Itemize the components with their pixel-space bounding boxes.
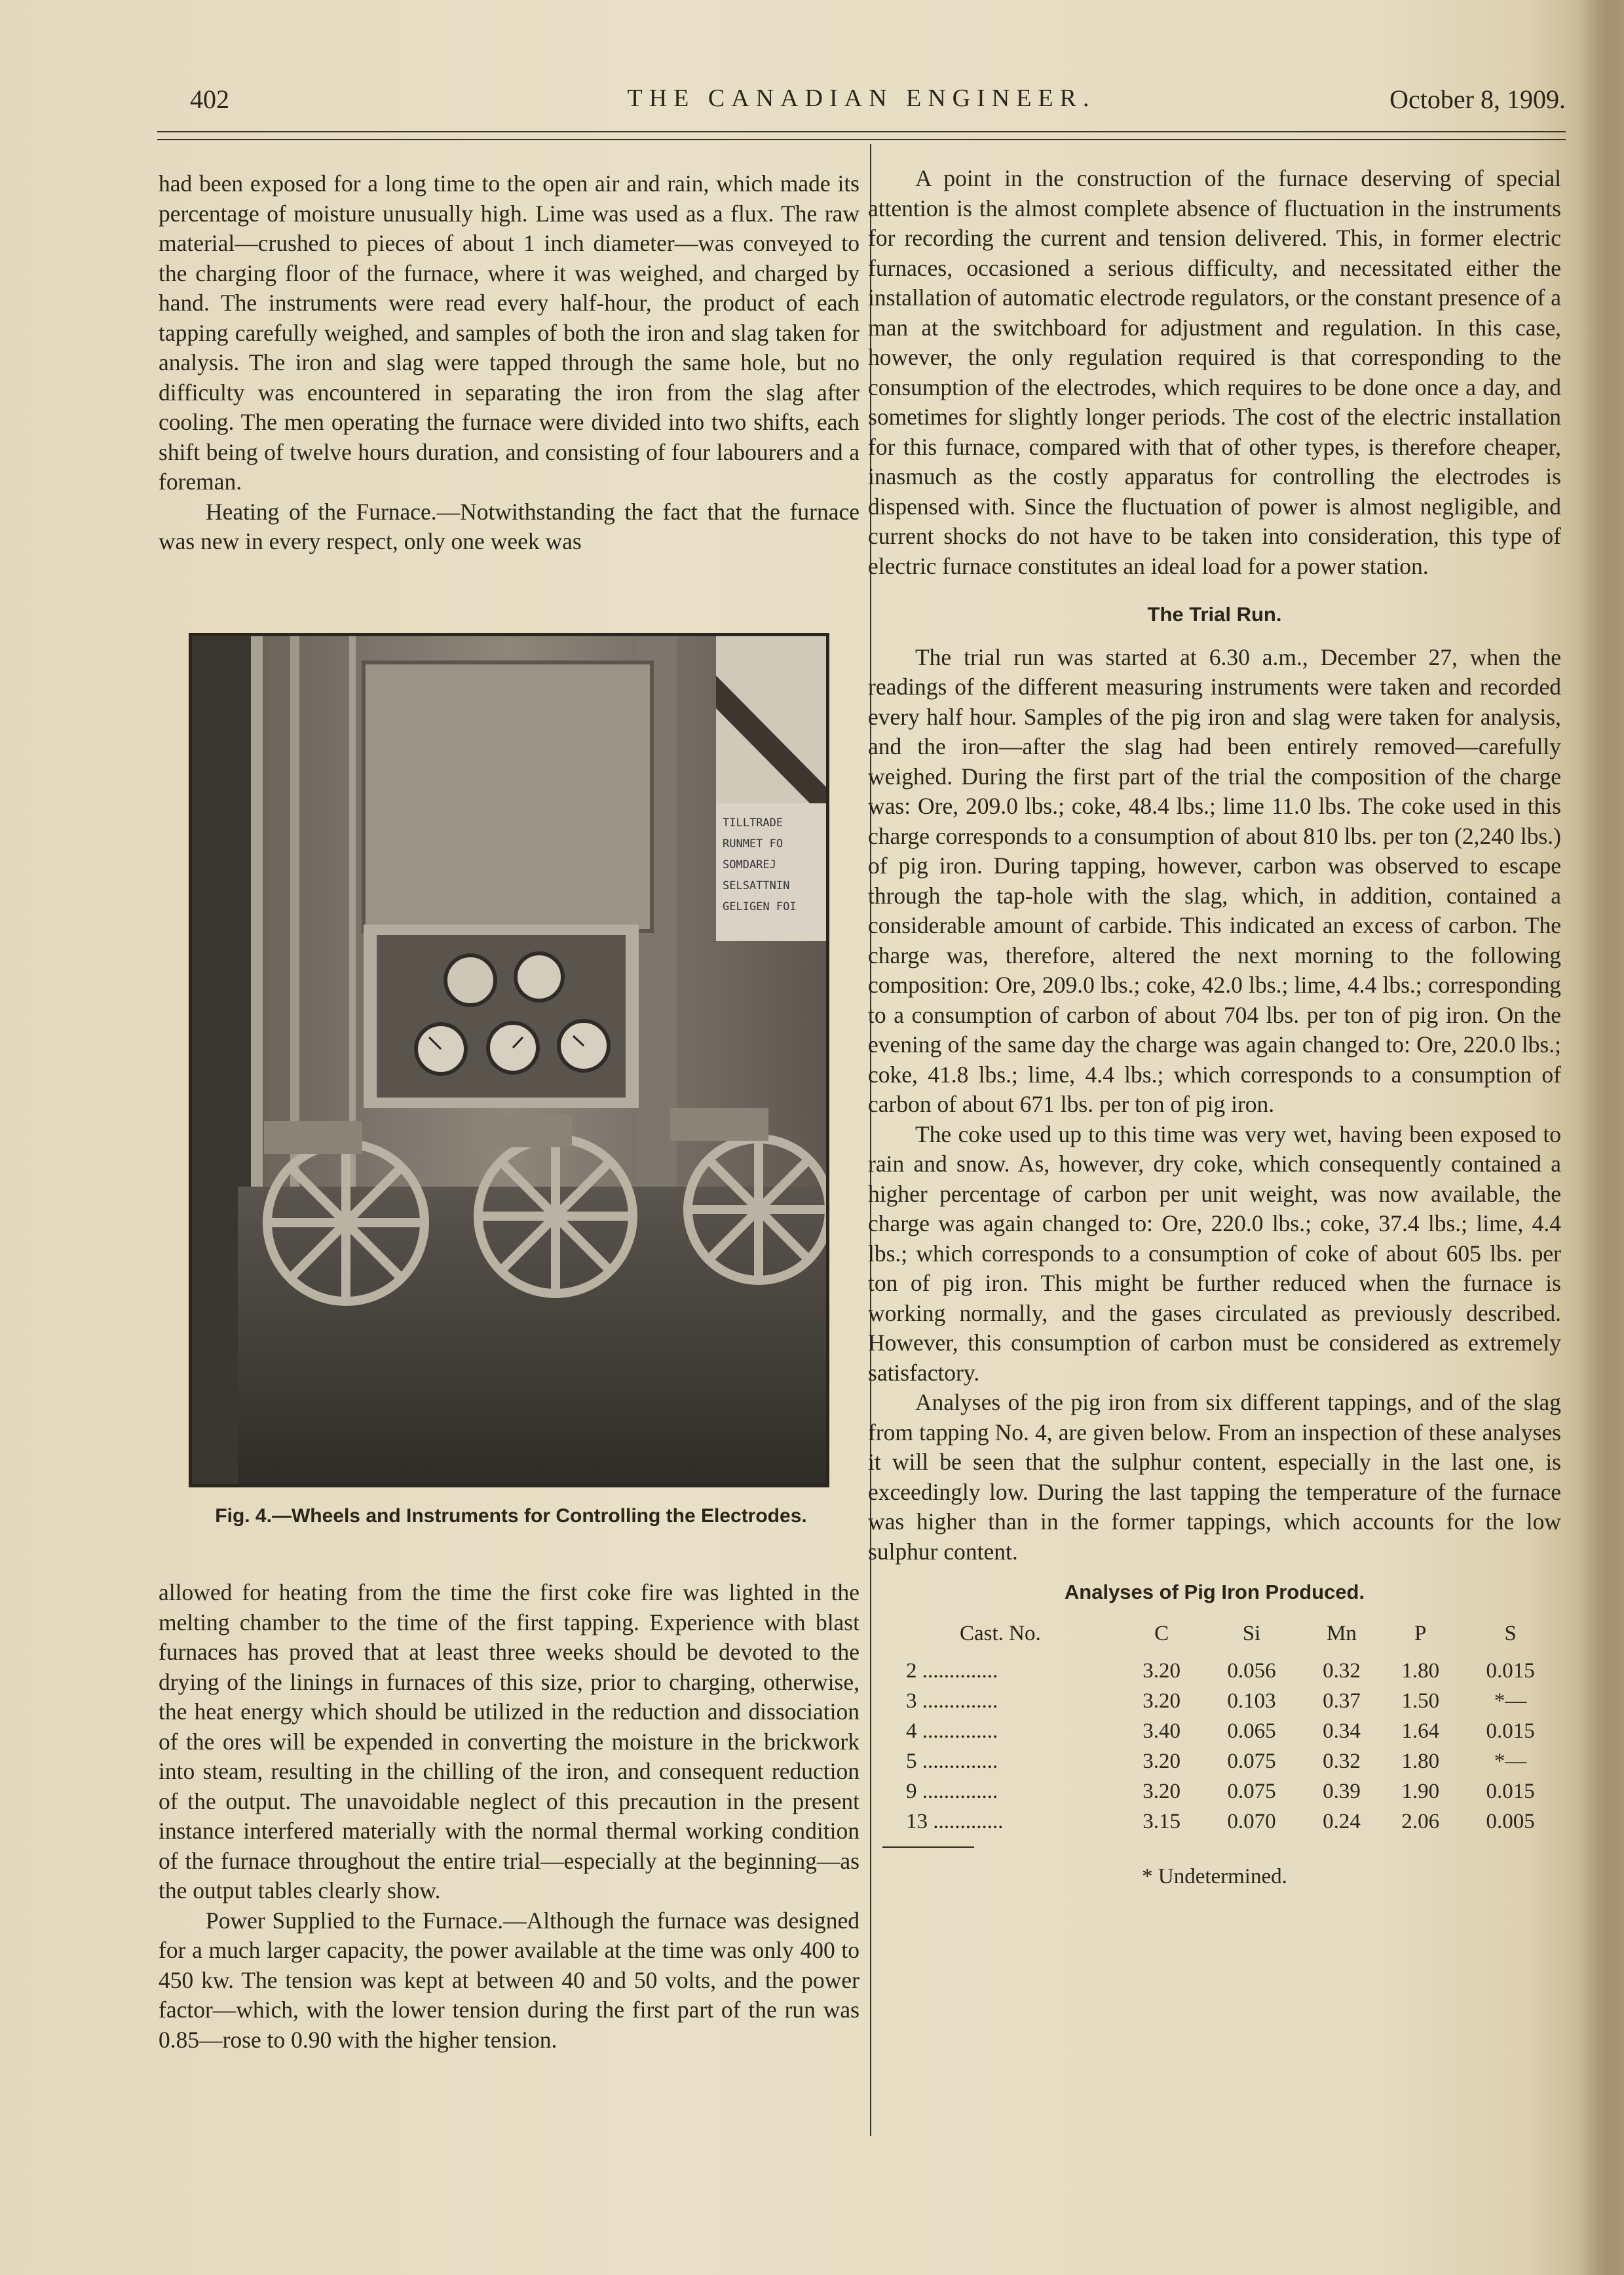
table-cell: 3.20 [1142,1780,1180,1804]
table-cell: 1.90 [1401,1780,1440,1804]
table-cell: 3.20 [1142,1749,1180,1774]
table-cell: 3.20 [1142,1659,1180,1683]
table-cell: 0.075 [1227,1780,1276,1804]
table-cell: 0.070 [1227,1810,1276,1834]
handwheel-icon [267,1144,425,1301]
paragraph: The coke used up to this time was very wet, having been exposed to rain and snow. As, however, dry coke, which consequently contained a higher percentage of carbon per unit weight, was now available, the charge was again changed to: Ore, 220.0 lbs.; coke, 37.4 lbs.; lime, 4.4 lbs.; which corresponds to a consumption of coke of about 605 lbs. per ton of pig iron. This might be further reduced when the furnace is working normally, and the gases circulated as previously described. However, this consumption of carbon must be considered as extremely satisfactory. [868,1120,1561,1386]
table-cell: 1.80 [1401,1659,1440,1683]
table-cell: 0.24 [1323,1810,1361,1834]
table-cell: 0.056 [1227,1659,1276,1683]
cast-number-cell: 9 .............. [906,1780,998,1804]
table-footnote-rule [882,1846,974,1848]
sign-text-line: RUNMET FO [723,837,784,851]
section-heading: The Trial Run. [1147,603,1282,626]
journal-title: THE CANADIAN ENGINEER. [627,85,1096,112]
table-row [868,1747,1561,1777]
column-header: Mn [1327,1621,1357,1645]
table-cell: 3.20 [1142,1689,1180,1713]
sign-text-line: GELIGEN FOI [723,900,797,913]
table-cell: 0.065 [1227,1719,1276,1744]
handwheel-icon [688,1139,826,1280]
cast-number-cell: 3 .............. [906,1689,998,1713]
table-row [868,1807,1561,1837]
column-header: C [1154,1621,1169,1645]
header-rule [157,131,1566,132]
column-header: Si [1242,1621,1261,1645]
column-header: S [1504,1621,1517,1645]
paragraph: had been exposed for a long time to the open air and rain, which made its percentage of moisture unusually high. Lime was used as a flux. The raw material—crushed to pieces of about 1 inch diameter—was conveyed to the charging floor of the furnace, where it was weighed, and charged by hand. The instruments were read every half-hour, the product of each tapping carefully weighed, and samples of both the iron and slag taken for analysis. The iron and slag were tapped through the same hole, but no difficulty was encountered in separating the iron from the slag after cooling. The men operating the furnace were divided into two shifts, each shift being of twelve hours duration, and consisting of four labourers and a foreman. [159,170,859,495]
electrode-control-photo [192,636,826,1484]
table-cell: *— [1494,1749,1527,1774]
table-cell: 0.32 [1323,1659,1361,1683]
column-header: Cast. No. [960,1621,1041,1645]
table-cell: 0.015 [1486,1659,1535,1683]
paragraph: Analyses of the pig iron from six different tappings, and of the slag from tapping No. 4, are given below. From an inspection of these analyses it will be seen that the sulphur content, especially in the last one, is exceedingly low. During the last tapping the temperature of the furnace was higher than in the former tappings, which accounts for the low sulphur content. [868,1389,1561,1565]
table-cell: 0.34 [1323,1719,1361,1744]
table-cell: *— [1494,1689,1527,1713]
handwheel-icon [478,1139,633,1293]
running-header [157,84,1566,123]
issue-date: October 8, 1909. [1389,85,1566,114]
table-footnote: * Undetermined. [1142,1865,1287,1888]
sign-text-line: TILLTRADE [723,816,784,830]
page-number: 402 [190,85,229,114]
table-row [868,1777,1561,1807]
cast-number-cell: 13 ............. [906,1810,1004,1834]
paragraph: Heating of the Furnace.—Notwithstanding the fact that the furnace was new in every respect, only one week was [159,498,859,554]
cast-number-cell: 2 .............. [906,1659,998,1683]
header-rule [157,139,1566,140]
table-cell: 2.06 [1401,1810,1440,1834]
table-cell: 0.39 [1323,1780,1361,1804]
table-cell: 3.40 [1142,1719,1180,1744]
table-header-row [868,1619,1561,1657]
sign-text-line: SELSATTNIN [723,879,790,892]
table-cell: 0.103 [1227,1689,1276,1713]
table-cell: 0.32 [1323,1749,1361,1774]
table-cell: 0.37 [1323,1689,1361,1713]
table-heading: Analyses of Pig Iron Produced. [1064,1580,1365,1603]
cast-number-cell: 4 .............. [906,1719,998,1744]
left-column-bottom [159,1578,859,2055]
page-edge-shadow [1578,0,1624,2275]
sign-text-line: SOMDAREJ [723,858,776,871]
column-header: P [1414,1621,1427,1645]
table-cell: 1.50 [1401,1689,1440,1713]
table-cell: 0.015 [1486,1780,1535,1804]
cast-number-cell: 5 .............. [906,1749,998,1774]
paragraph: The trial run was started at 6.30 a.m., December 27, when the readings of the different measuring instruments were taken and recorded every half hour. Samples of the pig iron and slag were taken for analysis, and the iron—after the slag had been entirely removed—carefully weighed. During the first part of the trial the composition of the charge was: Ore, 209.0 lbs.; coke, 48.4 lbs.; lime 11.0 lbs. The coke used in this charge corresponds to a consumption of about 810 lbs. per ton (2,240 lbs.) of pig iron. During tapping, however, carbon was observed to escape through the tap-hole with the slag, which, in addition, contained a considerable amount of carbide. This indicated an excess of carbon. The charge was, therefore, altered the next morning to the following composition: Ore, 209.0 lbs.; coke, 42.0 lbs.; lime, 4.4 lbs.; corresponding to a consumption of carbon of about 704 lbs. per ton of pig iron. On the evening of the same day the charge was again changed to: Ore, 220.0 lbs.; coke, 41.8 lbs.; lime, 4.4 lbs.; which corresponds to a consumption of carbon of about 671 lbs. per ton of pig iron. [868,643,1561,1117]
table-row [868,1656,1561,1687]
table-cell: 1.64 [1401,1719,1440,1744]
paragraph: allowed for heating from the time the first coke fire was lighted in the melting chamber to the time of the first tapping. Experience with blast furnaces has proved that at least three weeks should be devoted to the drying of the linings in furnaces of this size, prior to charging, otherwise, the heat energy which should be utilized in the reduction and dissociation of the ores will be expended in converting the moisture in the brickwork into steam, resulting in the chilling of the iron, and consequent reduction of the output. The unavoidable neglect of this precaution in the present instance interfered materially with the normal thermal working condition of the furnace throughout the entire trial—especially at the beginning—as the output tables clearly show. [159,1579,859,1903]
table-cell: 0.005 [1486,1810,1535,1834]
right-column [868,164,1561,1892]
table-cell: 0.015 [1486,1719,1535,1744]
table-row [868,1687,1561,1717]
table-cell: 1.80 [1401,1749,1440,1774]
table-cell: 3.15 [1142,1810,1180,1834]
figure-caption: Fig. 4.—Wheels and Instruments for Controlling the Electrodes. [215,1505,807,1527]
table-cell: 0.075 [1227,1749,1276,1774]
paragraph: A point in the construction of the furnace deserving of special attention is the almost complete absence of fluctuation in the instruments for recording the current and tension delivered. This, in former electric furnaces, occasioned a serious difficulty, and necessitated either the installation of automatic electrode regulators, or the constant presence of a man at the switchboard for adjustment and regulation. In this case, however, the only regulation required is that corresponding to the consumption of the electrodes, which requires to be done once a day, and sometimes for slightly longer periods. The cost of the electric installation for this furnace, compared with that of other types, is therefore cheaper, inasmuch as the costly apparatus for controlling the electrodes is dispensed with. Since the fluctuation of power is almost negligible, and current shocks do not have to be taken into consideration, this type of electric furnace constitutes an ideal load for a power station. [868,165,1561,579]
left-column-top [159,169,859,557]
paragraph: Power Supplied to the Furnace.—Although the furnace was designed for a much larger capacity, the power available at the time was only 400 to 450 kw. The tension was kept at between 40 and 50 volts, and the power factor—which, with the lower tension during the first part of the run was 0.85—rose to 0.90 with the higher tension. [159,1907,859,2053]
analysis-table [868,1619,1561,1838]
figure-photo [189,633,829,1487]
table-row [868,1717,1561,1747]
